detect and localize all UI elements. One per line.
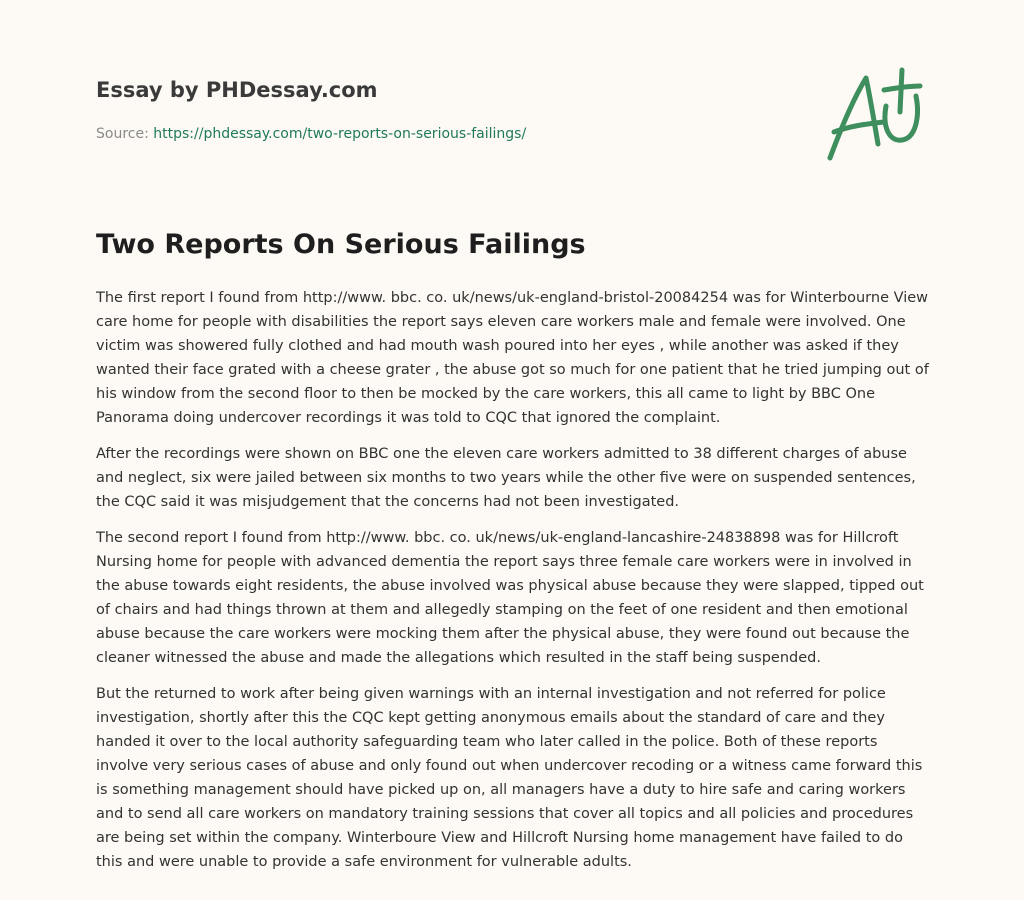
logo-plus-vertical <box>900 70 902 112</box>
logo-a-stroke <box>830 78 878 158</box>
site-brand: Essay by PHDessay.com <box>96 78 378 102</box>
article-paragraph: The first report I found from http://www. bbc. co. uk/news/uk-england-bristol-20084254 was for Winterbourne View care home for people with disabilities the report says eleven care workers male and female were involved. One victim was showered fully clothed and had mouth wash poured into her eyes , while another was asked if they wanted their face grated with a cheese grater , the abuse got so much for one patient that he tried jumping out of his window from the second floor to then be mocked by the care workers, this all came to light by BBC One Panorama doing undercover recordings it was told to CQC that ignored the complaint. <box>96 290 929 426</box>
article-paragraph: After the recordings were shown on BBC one the eleven care workers admitted to 38 different charges of abuse and neglect, six were jailed between six months to two years while the other five were on suspended sentences, the CQC said it was misjudgement that the concerns had not been investigated. <box>96 446 916 510</box>
source-label: Source: <box>96 126 149 142</box>
logo-plus-horizontal <box>884 86 920 90</box>
source-link[interactable]: https://phdessay.com/two-reports-on-serious-failings/ <box>153 126 527 142</box>
page-header <box>96 76 796 144</box>
article-body <box>96 286 932 886</box>
article-paragraph: But the returned to work after being given warnings with an internal investigation and not referred for police investigation, shortly after this the CQC kept getting anonymous emails about the standard of care and they handed it over to the local authority safeguarding team who later called in the police. Both of these reports involve very serious cases of abuse and only found out when undercover recoding or a witness came forward this is something management should have picked up on, all managers have a duty to hire safe and caring workers and to send all care workers on mandatory training sessions that cover all topics and all policies and procedures are being set within the company. Winterboure View and Hillcroft Nursing home management have failed to do this and were unable to provide a safe environment for vulnerable adults. <box>96 686 923 870</box>
source-line <box>96 124 796 144</box>
article-title: Two Reports On Serious Failings <box>96 229 586 260</box>
a-plus-logo-icon <box>820 66 932 166</box>
article-paragraph: The second report I found from http://www. bbc. co. uk/news/uk-england-lancashire-24838898 was for Hillcroft Nursing home for people with advanced dementia the report says three female care workers were in involved in the abuse towards eight residents, the abuse involved was physical abuse because they were slapped, tipped out of chairs and had things thrown at them and allegedly stamping on the feet of one resident and then emotional abuse because the care workers were mocking them after the physical abuse, they were found out because the cleaner witnessed the abuse and made the allegations which resulted in the staff being suspended. <box>96 530 924 666</box>
